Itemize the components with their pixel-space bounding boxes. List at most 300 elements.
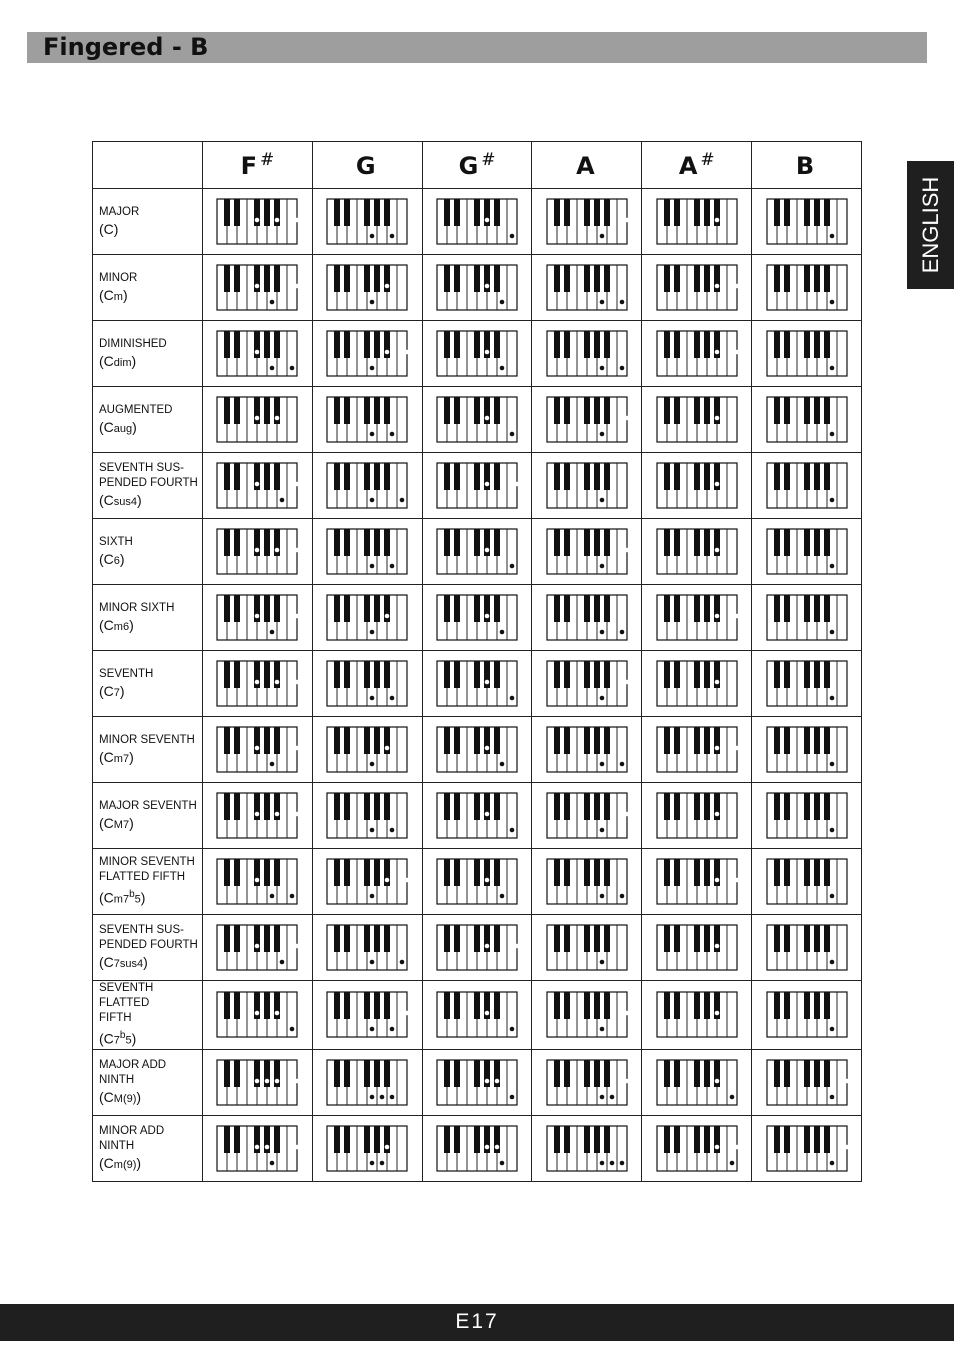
chord-diagram-cell	[422, 321, 532, 387]
black-key	[704, 397, 710, 424]
black-key	[234, 925, 240, 952]
black-key	[604, 529, 610, 556]
black-key	[264, 661, 270, 688]
chord-diagram-cell	[422, 519, 532, 585]
black-key	[664, 463, 670, 490]
black-key	[274, 331, 280, 358]
black-key	[604, 661, 610, 688]
black-key	[594, 397, 600, 424]
chord-type-name: MINOR ADD NINTH	[99, 1124, 165, 1152]
black-key	[364, 397, 370, 424]
black-key	[804, 1126, 810, 1153]
black-key	[814, 595, 820, 622]
black-key	[674, 1060, 680, 1087]
note-dot	[275, 680, 280, 685]
black-key	[594, 199, 600, 226]
note-dot	[500, 762, 505, 767]
keyboard-diagram	[546, 660, 628, 707]
note-dot	[620, 630, 625, 635]
chord-diagram-cell	[312, 717, 422, 783]
chord-diagram-cell	[203, 849, 313, 915]
black-key	[784, 199, 790, 226]
black-key	[674, 331, 680, 358]
black-key	[554, 661, 560, 688]
chord-diagram-cell	[642, 189, 752, 255]
black-key	[454, 397, 460, 424]
note-dot	[370, 696, 375, 701]
black-key	[774, 199, 780, 226]
chord-diagram-cell	[203, 585, 313, 651]
black-key	[814, 1060, 820, 1087]
black-key	[564, 1060, 570, 1087]
chord-diagram-cell	[752, 1049, 862, 1115]
black-key	[224, 727, 230, 754]
black-key	[234, 595, 240, 622]
black-key	[564, 397, 570, 424]
black-key	[474, 1060, 480, 1087]
keyboard-diagram	[656, 396, 738, 443]
black-key	[584, 265, 590, 292]
black-key	[384, 793, 390, 820]
keyboard-diagram	[326, 660, 408, 707]
keyboard-diagram	[656, 198, 738, 245]
black-key	[494, 265, 500, 292]
black-key	[564, 727, 570, 754]
black-key	[704, 661, 710, 688]
black-key	[224, 199, 230, 226]
note-dot	[600, 366, 605, 371]
chord-diagram-cell	[642, 1049, 752, 1115]
black-key	[234, 529, 240, 556]
note-dot	[510, 564, 515, 569]
chord-diagram-cell	[642, 453, 752, 519]
black-key	[234, 463, 240, 490]
note-dot	[714, 1144, 719, 1149]
black-key	[274, 859, 280, 886]
black-key	[824, 265, 830, 292]
keyboard-diagram	[546, 792, 628, 839]
note-dot	[485, 680, 490, 685]
black-key	[474, 265, 480, 292]
black-key	[704, 265, 710, 292]
keyboard-diagram	[216, 792, 298, 839]
black-key	[374, 925, 380, 952]
note-dot	[485, 548, 490, 553]
chord-type-label	[93, 981, 203, 1050]
note-dot	[255, 680, 260, 685]
black-key	[494, 463, 500, 490]
keyboard-diagram	[546, 462, 628, 509]
black-key	[554, 992, 560, 1019]
black-key	[664, 1126, 670, 1153]
black-key	[824, 661, 830, 688]
chord-row	[93, 255, 862, 321]
note-dot	[485, 1144, 490, 1149]
keyboard-diagram	[326, 462, 408, 509]
black-key	[334, 925, 340, 952]
note-dot	[370, 630, 375, 635]
chord-diagram-cell	[752, 915, 862, 981]
note-dot	[714, 944, 719, 949]
black-key	[274, 463, 280, 490]
black-key	[234, 793, 240, 820]
chord-diagram-cell	[203, 1049, 313, 1115]
keyboard-diagram	[766, 1125, 848, 1172]
note-dot	[390, 432, 395, 437]
chord-type-name: SEVENTH FLATTED	[99, 982, 154, 1009]
keyboard-diagram	[326, 924, 408, 971]
black-key	[774, 661, 780, 688]
note-dot	[510, 234, 515, 239]
page-number: E17	[455, 1310, 499, 1333]
black-key	[814, 529, 820, 556]
note-dot	[485, 614, 490, 619]
black-key	[804, 529, 810, 556]
note-dot	[370, 1094, 375, 1099]
black-key	[664, 199, 670, 226]
keyboard-diagram	[216, 660, 298, 707]
keyboard-diagram	[766, 924, 848, 971]
chord-symbol: (Csus4)	[99, 492, 142, 508]
chord-diagram-cell	[422, 651, 532, 717]
chord-symbol: (Cm6)	[99, 616, 134, 633]
black-key	[824, 595, 830, 622]
black-key	[334, 1126, 340, 1153]
black-key	[494, 727, 500, 754]
keyboard-diagram	[656, 924, 738, 971]
note-dot	[620, 300, 625, 305]
note-dot	[829, 564, 834, 569]
chord-type-name: PENDED FOURTH	[99, 939, 198, 951]
chord-diagram-cell	[312, 915, 422, 981]
black-key	[774, 992, 780, 1019]
black-key	[694, 529, 700, 556]
chord-diagram-cell	[312, 585, 422, 651]
black-key	[454, 859, 460, 886]
black-key	[784, 1060, 790, 1087]
note-dot	[485, 1011, 490, 1016]
black-key	[774, 529, 780, 556]
chord-diagram-cell	[203, 1115, 313, 1181]
black-key	[604, 992, 610, 1019]
note-dot	[270, 630, 275, 635]
black-key	[374, 595, 380, 622]
black-key	[704, 1126, 710, 1153]
note-dot	[255, 614, 260, 619]
black-key	[554, 925, 560, 952]
black-key	[784, 925, 790, 952]
black-key	[444, 793, 450, 820]
keyboard-diagram	[216, 726, 298, 773]
black-key	[594, 992, 600, 1019]
note-dot	[270, 762, 275, 767]
note-dot	[265, 1078, 270, 1083]
black-key	[494, 397, 500, 424]
black-key	[664, 331, 670, 358]
black-key	[224, 992, 230, 1019]
black-key	[784, 331, 790, 358]
chord-diagram-cell	[312, 387, 422, 453]
chord-diagram-cell	[203, 717, 313, 783]
black-key	[264, 925, 270, 952]
black-key	[804, 925, 810, 952]
note-dot	[400, 960, 405, 965]
black-key	[814, 859, 820, 886]
black-key	[344, 661, 350, 688]
black-key	[594, 727, 600, 754]
keyboard-diagram	[216, 1059, 298, 1106]
black-key	[454, 265, 460, 292]
black-key	[344, 925, 350, 952]
black-key	[774, 859, 780, 886]
black-key	[374, 199, 380, 226]
black-key	[344, 463, 350, 490]
chord-diagram-cell	[752, 981, 862, 1050]
black-key	[674, 727, 680, 754]
keyboard-diagram	[436, 462, 518, 509]
chord-diagram-cell	[312, 849, 422, 915]
black-key	[604, 1060, 610, 1087]
black-key	[594, 331, 600, 358]
black-key	[694, 859, 700, 886]
note-dot	[255, 1078, 260, 1083]
black-key	[594, 265, 600, 292]
chord-type-label	[93, 915, 203, 981]
keyboard-diagram	[326, 726, 408, 773]
black-key	[384, 1060, 390, 1087]
keyboard-diagram	[766, 792, 848, 839]
black-key	[594, 463, 600, 490]
chord-diagram-cell	[532, 783, 642, 849]
chord-diagram-cell	[312, 519, 422, 585]
note-dot	[485, 284, 490, 289]
black-key	[704, 992, 710, 1019]
keyboard-diagram	[216, 858, 298, 905]
black-key	[454, 463, 460, 490]
black-key	[444, 661, 450, 688]
black-key	[374, 397, 380, 424]
black-key	[474, 463, 480, 490]
black-key	[664, 992, 670, 1019]
black-key	[584, 595, 590, 622]
chord-diagram-cell	[752, 849, 862, 915]
chord-diagram-cell	[203, 783, 313, 849]
note-dot	[714, 284, 719, 289]
black-key	[604, 331, 610, 358]
chord-row	[93, 1115, 862, 1181]
note-dot	[485, 812, 490, 817]
black-key	[344, 727, 350, 754]
black-key	[234, 859, 240, 886]
black-key	[814, 992, 820, 1019]
black-key	[664, 265, 670, 292]
note-dot	[714, 680, 719, 685]
chord-type-name: FLATTED FIFTH	[99, 871, 186, 884]
keyboard-diagram	[326, 594, 408, 641]
keyboard-diagram	[766, 660, 848, 707]
black-key	[704, 331, 710, 358]
black-key	[334, 661, 340, 688]
keyboard-diagram	[656, 594, 738, 641]
note-dot	[290, 1027, 295, 1032]
black-key	[374, 727, 380, 754]
chord-symbol: (CM7)	[99, 814, 134, 831]
black-key	[274, 265, 280, 292]
keyboard-diagram	[326, 991, 408, 1038]
chord-row	[93, 915, 862, 981]
keyboard-diagram	[766, 264, 848, 311]
note-dot	[385, 746, 390, 751]
note-dot	[714, 218, 719, 223]
black-key	[604, 1126, 610, 1153]
keyboard-diagram	[766, 726, 848, 773]
note-dot	[370, 828, 375, 833]
chord-type-label	[93, 453, 203, 519]
chord-row	[93, 981, 862, 1050]
chord-diagram-cell	[642, 915, 752, 981]
note-dot	[600, 960, 605, 965]
note-dot	[370, 432, 375, 437]
chord-type-label	[93, 519, 203, 585]
keyboard-diagram	[216, 462, 298, 509]
chord-diagram-cell	[642, 519, 752, 585]
note-dot	[255, 218, 260, 223]
black-key	[554, 331, 560, 358]
black-key	[364, 727, 370, 754]
black-key	[604, 265, 610, 292]
black-key	[594, 859, 600, 886]
black-key	[584, 529, 590, 556]
note-dot	[385, 350, 390, 355]
black-key	[264, 529, 270, 556]
black-key	[554, 1060, 560, 1087]
chord-diagram-cell	[752, 255, 862, 321]
black-key	[824, 529, 830, 556]
chord-row	[93, 387, 862, 453]
note-dot	[390, 234, 395, 239]
black-key	[674, 661, 680, 688]
black-key	[814, 265, 820, 292]
chord-diagram-cell	[752, 321, 862, 387]
keyboard-diagram	[766, 1059, 848, 1106]
note-dot	[390, 564, 395, 569]
black-key	[804, 463, 810, 490]
black-key	[554, 463, 560, 490]
chord-row	[93, 783, 862, 849]
chord-diagram-cell	[752, 1115, 862, 1181]
note-dot	[370, 366, 375, 371]
black-key	[264, 595, 270, 622]
key-header-row	[93, 142, 862, 189]
black-key	[674, 463, 680, 490]
black-key	[584, 199, 590, 226]
black-key	[594, 925, 600, 952]
black-key	[234, 727, 240, 754]
note-dot	[829, 1094, 834, 1099]
black-key	[274, 595, 280, 622]
black-key	[704, 463, 710, 490]
keyboard-diagram	[216, 528, 298, 575]
footer-bar	[0, 1304, 954, 1341]
black-key	[704, 859, 710, 886]
black-key	[784, 992, 790, 1019]
chord-type-label	[93, 1049, 203, 1115]
note-dot	[500, 300, 505, 305]
chord-symbol: (Caug)	[99, 418, 137, 435]
black-key	[674, 859, 680, 886]
black-key	[584, 463, 590, 490]
key-header-b: B	[752, 142, 862, 189]
black-key	[474, 661, 480, 688]
black-key	[584, 1126, 590, 1153]
note-dot	[600, 1160, 605, 1165]
chord-diagram-cell	[532, 1049, 642, 1115]
note-dot	[275, 416, 280, 421]
black-key	[334, 1060, 340, 1087]
black-key	[344, 793, 350, 820]
black-key	[374, 661, 380, 688]
chord-type-label	[93, 1115, 203, 1181]
black-key	[364, 265, 370, 292]
black-key	[604, 595, 610, 622]
keyboard-diagram	[766, 330, 848, 377]
chord-diagram-cell	[422, 783, 532, 849]
chord-type-label	[93, 321, 203, 387]
black-key	[814, 661, 820, 688]
keyboard-diagram	[656, 1125, 738, 1172]
black-key	[694, 992, 700, 1019]
note-dot	[485, 416, 490, 421]
keyboard-diagram	[326, 528, 408, 575]
black-key	[474, 727, 480, 754]
note-dot	[829, 828, 834, 833]
black-key	[814, 331, 820, 358]
chord-symbol: (C7)	[99, 682, 125, 699]
black-key	[374, 1060, 380, 1087]
black-key	[584, 992, 590, 1019]
language-tab-label: ENGLISH	[917, 176, 943, 274]
note-dot	[390, 1027, 395, 1032]
keyboard-diagram	[326, 1125, 408, 1172]
note-dot	[829, 630, 834, 635]
black-key	[694, 727, 700, 754]
black-key	[674, 199, 680, 226]
note-dot	[600, 300, 605, 305]
chord-diagram-cell	[532, 585, 642, 651]
keyboard-diagram	[436, 198, 518, 245]
page-title: Fingered - B	[43, 33, 209, 61]
note-dot	[620, 1160, 625, 1165]
black-key	[804, 265, 810, 292]
black-key	[264, 727, 270, 754]
note-dot	[255, 284, 260, 289]
black-key	[364, 529, 370, 556]
black-key	[804, 199, 810, 226]
black-key	[334, 463, 340, 490]
note-dot	[729, 1094, 734, 1099]
black-key	[454, 992, 460, 1019]
black-key	[594, 529, 600, 556]
chord-diagram-cell	[422, 189, 532, 255]
black-key	[364, 661, 370, 688]
note-dot	[600, 234, 605, 239]
note-dot	[500, 366, 505, 371]
black-key	[494, 199, 500, 226]
black-key	[814, 1126, 820, 1153]
note-dot	[275, 548, 280, 553]
note-dot	[829, 366, 834, 371]
note-dot	[485, 482, 490, 487]
